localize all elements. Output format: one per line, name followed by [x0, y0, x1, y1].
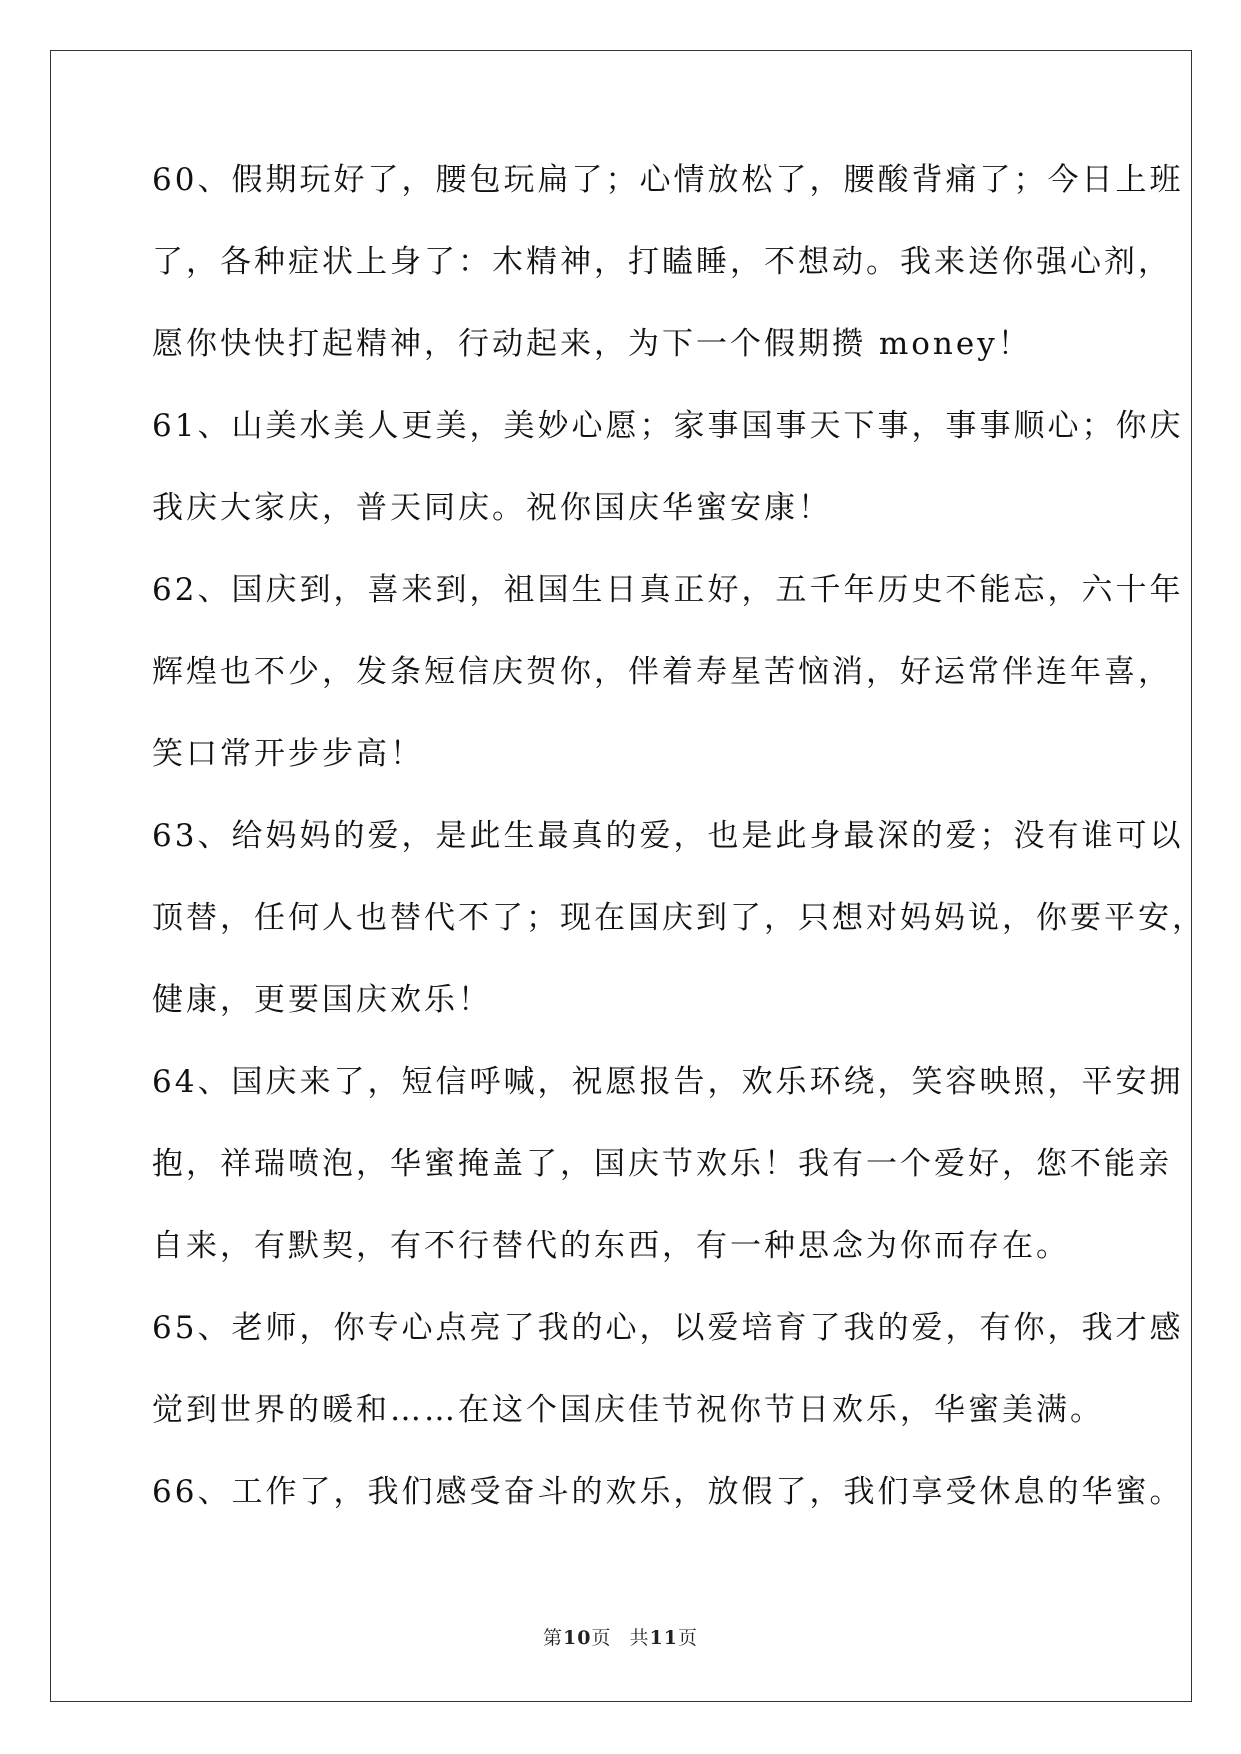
text-line: 60、假期玩好了，腰包玩扁了；心情放松了，腰酸背痛了；今日上班 — [152, 162, 1184, 198]
text-line: 我庆大家庆，普天同庆。祝你国庆华蜜安康！ — [152, 490, 832, 526]
text-line: 62、国庆到，喜来到，祖国生日真正好，五千年历史不能忘，六十年 — [152, 572, 1184, 608]
text-line: 自来，有默契，有不行替代的东西，有一种思念为你而存在。 — [152, 1228, 1070, 1264]
page-footer — [0, 1626, 1241, 1650]
text-line: 抱，祥瑞喷泡，华蜜掩盖了，国庆节欢乐！我有一个爱好，您不能亲 — [152, 1146, 1172, 1182]
text-line: 了，各种症状上身了：木精神，打瞌睡，不想动。我来送你强心剂， — [152, 244, 1172, 280]
text-line: 65、老师，你专心点亮了我的心，以爱培育了我的爱，有你，我才感 — [152, 1310, 1184, 1346]
text-line: 61、山美水美人更美，美妙心愿；家事国事天下事，事事顺心；你庆 — [152, 408, 1184, 444]
text-line: 64、国庆来了，短信呼喊，祝愿报告，欢乐环绕，笑容映照，平安拥 — [152, 1064, 1184, 1100]
current-page-number: 10 — [563, 1627, 592, 1649]
document-body — [152, 162, 1206, 1556]
text-line: 66、工作了，我们感受奋斗的欢乐，放假了，我们享受休息的华蜜。 — [152, 1474, 1184, 1510]
page-label-prefix: 第 — [543, 1627, 564, 1649]
text-line: 健康，更要国庆欢乐！ — [152, 982, 492, 1018]
total-page-count: 11 — [649, 1627, 678, 1649]
text-line: 辉煌也不少，发条短信庆贺你，伴着寿星苦恼消，好运常伴连年喜， — [152, 654, 1172, 690]
text-line: 顶替，任何人也替代不了；现在国庆到了，只想对妈妈说，你要平安， — [152, 900, 1206, 936]
total-label-prefix: 共 — [629, 1627, 650, 1649]
text-line: 笑口常开步步高！ — [152, 736, 424, 772]
text-line: 觉到世界的暖和……在这个国庆佳节祝你节日欢乐，华蜜美满。 — [152, 1392, 1104, 1428]
text-line: 63、给妈妈的爱，是此生最真的爱，也是此身最深的爱；没有谁可以 — [152, 818, 1184, 854]
total-label-suffix: 页 — [677, 1627, 698, 1649]
page-label-suffix: 页 — [591, 1627, 612, 1649]
text-line: 愿你快快打起精神，行动起来，为下一个假期攒 money！ — [152, 326, 1032, 362]
